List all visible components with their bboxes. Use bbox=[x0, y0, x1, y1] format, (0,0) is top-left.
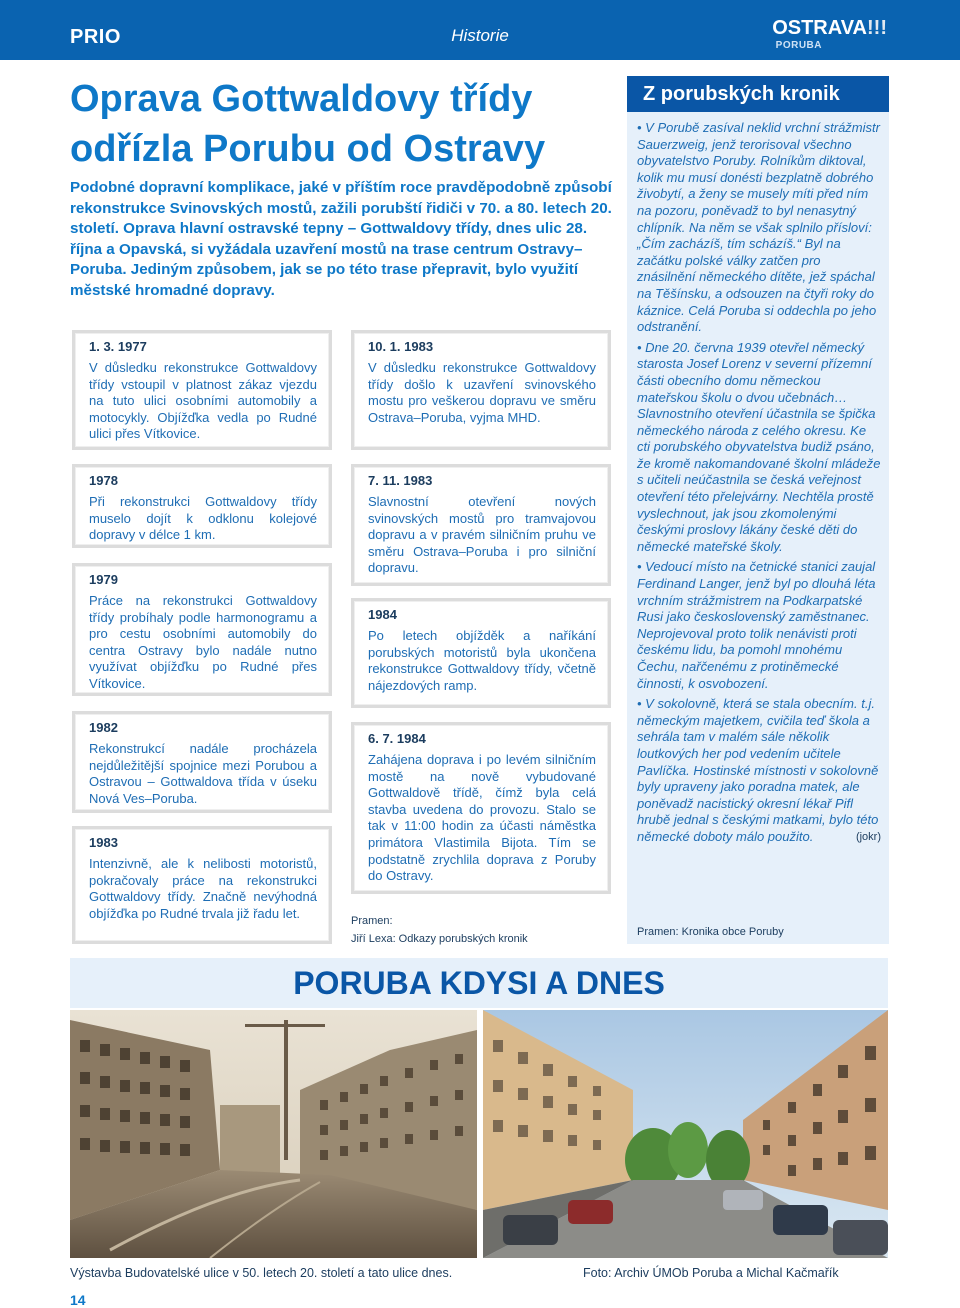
page-header bbox=[0, 0, 960, 60]
current-photo bbox=[483, 1010, 888, 1258]
source-note bbox=[351, 912, 528, 948]
photo-credit: Foto: Archiv ÚMOb Poruba a Michal Kačmařík bbox=[583, 1266, 839, 1280]
timeline-date: 1. 3. 1977 bbox=[89, 339, 147, 354]
timeline-text: Při rekonstrukci Gottwaldovy třídy muselo dojít k odklonu kolejové dopravy v délce 1 km. bbox=[89, 494, 317, 543]
timeline-card bbox=[72, 330, 332, 450]
gallery-title-bar bbox=[70, 958, 888, 1008]
timeline-text: Slavnostní otevření nových svinovských mostů pro tramvajovou dopravu a v pravém silničním pruhu ve směru Ostrava–Poruba i pro silniční dopravu. bbox=[368, 494, 596, 576]
sidebar-paragraph: • V Porubě zasíval neklid vrchní strážmistr Sauerzweig, jenž terorisoval všechno obyvatelstvo Poruby. Rolníkům diktoval, kolik mu musí donésti bezplatně dobrého živobytí, a ženy se musely míti před ním na pozoru, poněvadž to byl nenasytný chlípník. Na něm se však splnilo přísloví: „Čím zacházíš, tím scházíš.“ Byl na začátku polské války zatčen pro znásilnění německého dítěte, jež spáchal na Těšínsku, a odsouzen na čtyři roky do káznice. Celá Poruba si oddechla po jeho odstranění. bbox=[637, 120, 880, 335]
timeline-date: 10. 1. 1983 bbox=[368, 339, 434, 354]
timeline-text: Po letech objížděk a naříkání porubských motoristů byla ukončena rekonstrukce Gottwaldovy třídy, včetně nájezdových ramp. bbox=[368, 628, 596, 693]
timeline-date: 1978 bbox=[89, 473, 118, 488]
sidebar-paragraph bbox=[637, 696, 881, 845]
brand-name: OSTRAVA bbox=[772, 17, 868, 39]
historic-photo-image bbox=[70, 1010, 477, 1258]
brand-mark: !!! bbox=[867, 17, 887, 39]
timeline-card bbox=[351, 464, 611, 586]
current-photo-image bbox=[483, 1010, 888, 1258]
historic-photo bbox=[70, 1010, 477, 1258]
sidebar-paragraph-text: • V sokolovně, která se stala obecním. t.j. německým majetkem, cvičila teď škola a sehrála tam v malém sále několik loutkových her pod vedením učitele Pavlíčka. Hostinské místnosti v sokolovně byly upraveny jako poradna matek, ale poněvadž nacistický okresní lékař Pifl hrubě jednal s českými matkami, bylo této německé doboty málo použito. bbox=[637, 696, 879, 844]
timeline-date: 1979 bbox=[89, 572, 118, 587]
timeline-text: Práce na rekonstrukci Gottwaldovy třídy probíhaly podle harmonogramu a pro cestu osobními automobily do centra Ostravy bylo nadále nutno využívat objížďku po Rudné přes Vítkovice. bbox=[89, 593, 317, 691]
sidebar-body bbox=[627, 112, 889, 846]
timeline-text: Intenzivně, ale k nelibosti motoristů, pokračovaly práce na rekonstrukci Gottwaldovy třídy. Značně nevýhodná objížďka po Rudné trvala již řadu let. bbox=[89, 856, 317, 921]
timeline-date: 1983 bbox=[89, 835, 118, 850]
page-number: 14 bbox=[70, 1292, 86, 1308]
timeline-text: Zahájena doprava i po levém silničním mostě na nově vybudované Gottwaldově třídě, čímž byla celá stavba uvedena do provozu. Stalo se tak v 11:00 hodin za účasti náměstka primátora Vlastimila Bijota. Tím se podstatně zrychlila doprava z Poruby do Ostravy. bbox=[368, 752, 596, 884]
brand-subtitle: PORUBA bbox=[775, 40, 822, 51]
timeline-card bbox=[351, 330, 611, 450]
article-lead: Podobné dopravní komplikace, jaké v příštím roce pravděpodobně způsobí rekonstrukce Svinovských mostů, zažili porubští řidiči v 70. a 80. letech 20. století. Oprava hlavní ostravské tepny – Gottwaldovy třídy, dnes ulic 28. října a Opavská, si vyžádala uzavření mostů na trase centrum Ostravy–Poruba. Jediným způsobem, jak se po této trase přepravit, bylo využití městské hromadné dopravy. bbox=[70, 179, 612, 299]
source-text: Jiří Lexa: Odkazy porubských kronik bbox=[351, 933, 528, 945]
magazine-section-label: PRIO bbox=[70, 26, 121, 48]
timeline-card bbox=[72, 711, 332, 813]
chronicle-sidebar bbox=[627, 76, 889, 944]
brand-logo bbox=[772, 18, 887, 38]
photo-caption: Výstavba Budovatelské ulice v 50. letech 20. století a tato ulice dnes. bbox=[70, 1266, 453, 1280]
gallery-title: PORUBA KDYSI A DNES bbox=[293, 965, 665, 1001]
timeline-card bbox=[72, 826, 332, 944]
timeline-card bbox=[351, 722, 611, 894]
sidebar-source: Pramen: Kronika obce Poruby bbox=[637, 926, 784, 938]
article-title: Oprava Gottwaldovy třídy odřízla Porubu od Ostravy bbox=[70, 78, 546, 170]
sidebar-paragraph: • Vedoucí místo na četnické stanici zaujal Ferdinand Langer, jenž byl po dlouhá léta vrchním strážmistrem na Podkarpatské Rusi jako československý zaměstnanec. Neprojevoval proto tolik nenávisti proti českému lidu, ba pomohl mnohému Čechu, nařčenému z protiněmecké činnosti, k osvobození. bbox=[637, 559, 876, 691]
timeline-date: 7. 11. 1983 bbox=[368, 473, 433, 488]
section-title: Historie bbox=[451, 26, 509, 45]
timeline-card bbox=[351, 598, 611, 708]
timeline-text: V důsledku rekonstrukce Gottwaldovy třídy došlo k uzavření svinovského mostu pro veškerou dopravu ve směru Ostrava–Poruba, vyjma MHD. bbox=[368, 360, 596, 425]
timeline-date: 6. 7. 1984 bbox=[368, 731, 426, 746]
author-signature: (jokr) bbox=[855, 830, 881, 843]
timeline-date: 1984 bbox=[368, 607, 397, 622]
timeline-date: 1982 bbox=[89, 720, 118, 735]
timeline-text: V důsledku rekonstrukce Gottwaldovy třídy vstoupil v platnost zákaz vjezdu na tuto ulici osobními automobily a motocykly. Objížďka vedla po Rudné ulici přes Vítkovice. bbox=[89, 360, 317, 442]
timeline-card bbox=[72, 563, 332, 696]
source-label: Pramen: bbox=[351, 915, 393, 927]
sidebar-paragraph: • Dne 20. června 1939 otevřel německý starosta Josef Lorenz v severní přízemní části obecního domu německou mateřskou školu o dvou učebnách… Slavnostního otevření účastnila se špička německého národa z celého okresu. Ke cti porubského obyvatelstva budiž psáno, že kromě nakomandované školní mládeže s učiteli neúčastnila se česká veřejnost otevření této přelejvárny. Nechtěla prostě vyslechnout, jak jsou zkomolenými českými proslovy lákány české děti do německé mateřské školy. bbox=[637, 339, 881, 554]
timeline-card bbox=[72, 464, 332, 548]
timeline-text: Rekonstrukcí nadále procházela nejdůležitější spojnice mezi Porubou a Ostravou – Gottwaldova třída v úseku Nová Ves–Poruba. bbox=[89, 741, 317, 806]
sidebar-title: Z porubských kronik bbox=[627, 76, 889, 112]
